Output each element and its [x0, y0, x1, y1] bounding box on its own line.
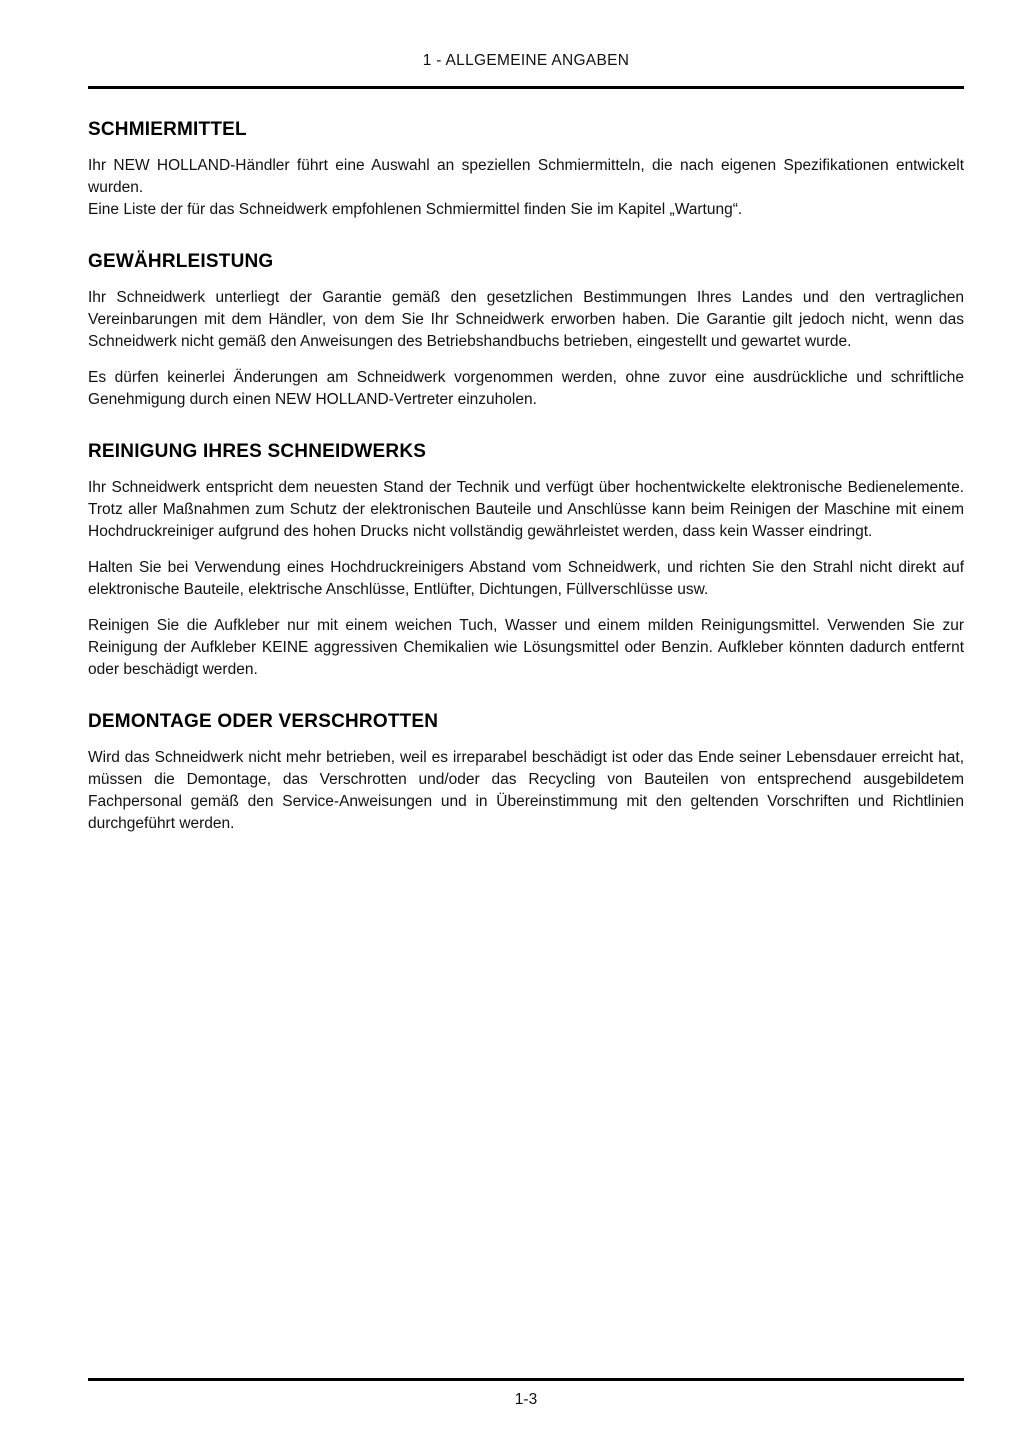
- paragraph: Halten Sie bei Verwendung eines Hochdruckreinigers Abstand vom Schneidwerk, und richten Sie den Strahl nicht direkt auf elektronische Bauteile, elektrische Anschlüsse, Entlüfter, Dichtungen, Füllverschlüsse usw.: [88, 559, 964, 598]
- paragraph: Es dürfen keinerlei Änderungen am Schneidwerk vorgenommen werden, ohne zuvor eine ausdrückliche und schriftliche Genehmigung durch einen NEW HOLLAND-Vertreter einzuholen.: [88, 369, 964, 408]
- running-header: 1 - ALLGEMEINE ANGABEN: [422, 52, 630, 69]
- header-divider: [88, 86, 964, 89]
- paragraph: Ihr Schneidwerk unterliegt der Garantie gemäß den gesetzlichen Bestimmungen Ihres Landes und den vertraglichen Vereinbarungen mit dem Händler, von dem Sie Ihr Schneidwerk erworben haben. Die Garantie gilt jedoch nicht, wenn das Schneidwerk nicht gemäß den Anweisungen des Betriebshandbuchs betrieben, eingestellt und gewartet wurde.: [88, 289, 964, 350]
- section-heading-gewaehrleistung: GEWÄHRLEISTUNG: [88, 251, 274, 272]
- section-heading-reinigung: REINIGUNG IHRES SCHNEIDWERKS: [88, 441, 427, 462]
- section-heading-demontage: DEMONTAGE ODER VERSCHROTTEN: [88, 711, 439, 732]
- paragraph: Reinigen Sie die Aufkleber nur mit einem weichen Tuch, Wasser und einem milden Reinigungsmittel. Verwenden Sie zur Reinigung der Aufkleber KEINE aggressiven Chemikalien wie Lösungsmittel oder Benzin. Aufkleber könnten dadurch entfernt oder beschädigt werden.: [88, 617, 964, 678]
- paragraph: Wird das Schneidwerk nicht mehr betrieben, weil es irreparabel beschädigt ist oder das Ende seiner Lebensdauer erreicht hat, müssen die Demontage, das Verschrotten und/oder das Recycling von Bauteilen von entsprechend ausgebildetem Fachpersonal gemäß den Service-Anweisungen und in Übereinstimmung mit den geltenden Vorschriften und Richtlinien durchgeführt werden.: [88, 749, 964, 832]
- page-content: [88, 0, 964, 835]
- page-footer: [88, 1378, 964, 1409]
- paragraph: Ihr NEW HOLLAND-Händler führt eine Auswahl an speziellen Schmiermitteln, die nach eigenen Spezifikationen entwickelt wurden.: [88, 157, 964, 196]
- page-number: 1-3: [514, 1391, 538, 1408]
- paragraph: Ihr Schneidwerk entspricht dem neuesten Stand der Technik und verfügt über hochentwickelte elektronische Bedienelemente. Trotz aller Maßnahmen zum Schutz der elektronischen Bauteile und Anschlüsse kann beim Reinigen der Maschine mit einem Hochdruckreiniger aufgrund des hohen Drucks nicht vollständig gewährleistet werden, dass kein Wasser eindringt.: [88, 479, 964, 540]
- footer-divider: [88, 1378, 964, 1381]
- paragraph: Eine Liste der für das Schneidwerk empfohlenen Schmiermittel finden Sie im Kapitel „Wartung“.: [88, 201, 743, 218]
- section-heading-schmiermittel: SCHMIERMITTEL: [88, 119, 247, 140]
